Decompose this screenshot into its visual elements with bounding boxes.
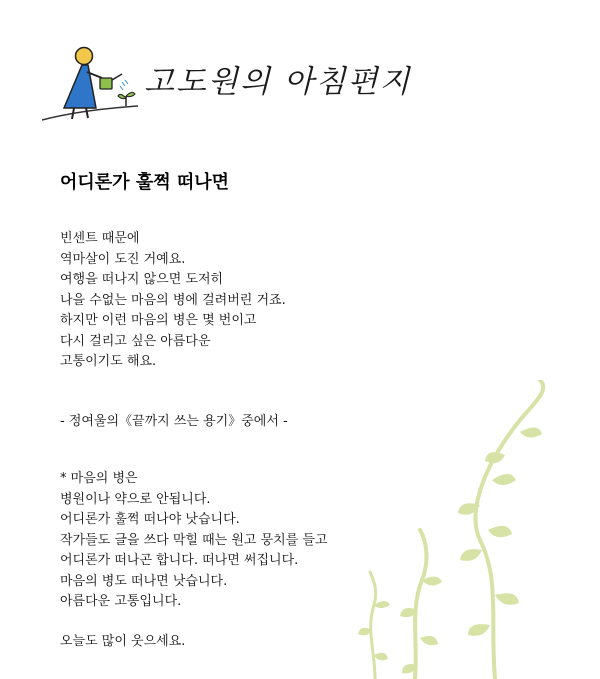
commentary-line: 작가들도 글을 쓰다 막힐 때는 원고 뭉치를 들고: [60, 532, 328, 548]
quote-body: [60, 229, 286, 373]
quote-line: 여행을 떠나지 않으면 도저히: [60, 272, 224, 287]
quote-line: 역마살이 도진 거예요.: [60, 251, 186, 267]
quote-line: 하지만 이런 마음의 병은 몇 번이고: [60, 313, 257, 328]
quote-line: 고통이기도 해요.: [60, 354, 157, 369]
header: [40, 40, 420, 125]
brand-name: 고도원의 아침편지: [144, 64, 412, 100]
commentary-body: [60, 469, 328, 613]
letter-title: 어디론가 훌쩍 떠나면: [60, 172, 230, 193]
commentary-line: 어디론가 떠나곤 합니다. 떠나면 써집니다.: [60, 553, 299, 568]
closing-line: 오늘도 많이 웃으세요.: [60, 634, 186, 649]
gardener-logo-icon: [40, 40, 140, 125]
quote-line: 빈센트 때문에: [60, 231, 140, 246]
quote-line: 다시 걸리고 싶은 아름다운: [60, 333, 211, 349]
quote-line: 나을 수없는 마음의 병에 걸려버린 거죠.: [60, 292, 286, 308]
commentary-line: 병원이나 약으로 안됩니다.: [60, 491, 211, 507]
quote-source: - 정여울의《끝까지 쓰는 용기》중에서 -: [60, 414, 288, 429]
commentary-line: 어디론가 훌쩍 떠나야 낫습니다.: [60, 512, 240, 527]
commentary-line: 아름다운 고통입니다.: [60, 594, 182, 609]
vine-decoration-icon: [330, 380, 600, 679]
commentary-line: * 마음의 병은: [60, 471, 138, 486]
commentary-line: 마음의 병도 떠나면 낫습니다.: [60, 573, 228, 589]
